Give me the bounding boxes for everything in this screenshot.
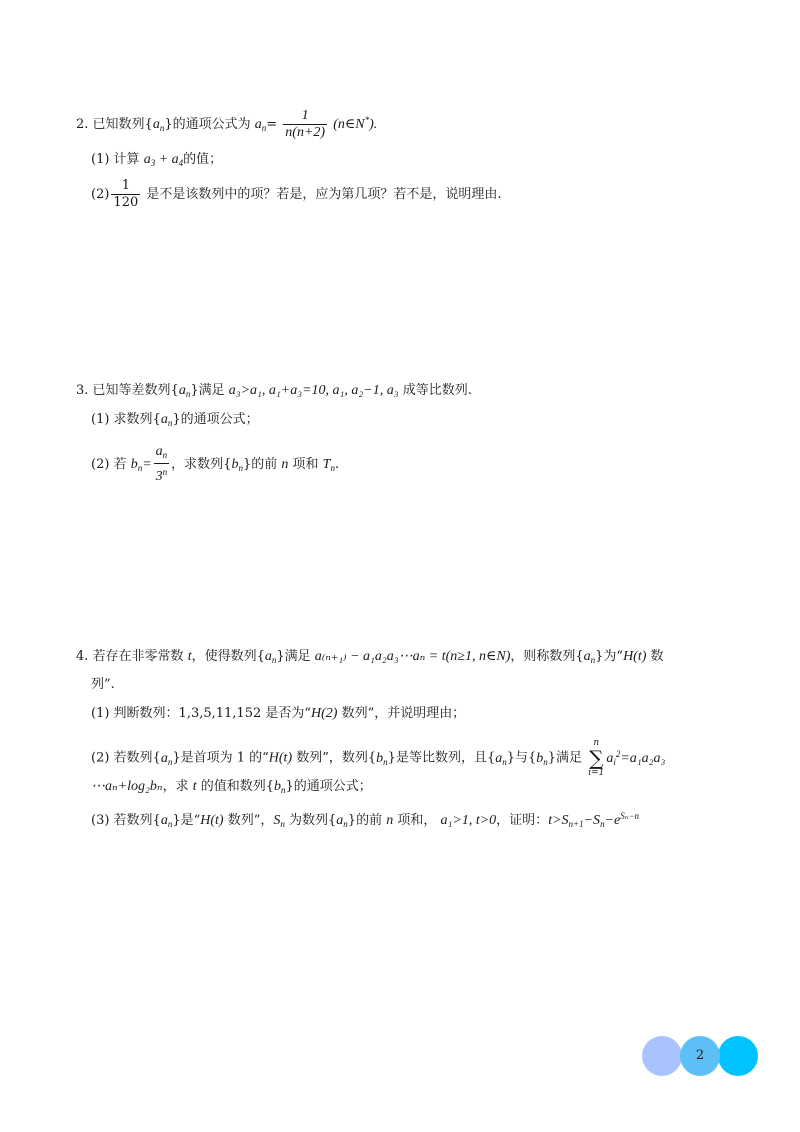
q2-formula-lhs: $a_n$ — [254, 117, 267, 133]
q2-condition: (n∈N*). — [333, 115, 378, 132]
q4-an: $a_n$ — [264, 649, 277, 665]
q2-formula-fraction: $\frac{1}{n(n+2)}$ — [285, 108, 326, 140]
q3-part2-n: n — [281, 457, 289, 472]
q2-part2-label: (2) — [91, 187, 110, 202]
q3-part2-Tn: $T_n$ — [322, 457, 335, 473]
q4-part3-text2: }是“ — [172, 813, 201, 828]
q2-stem-text: 2. 已知数列{ — [76, 117, 153, 132]
q4-part3-text5: }的前 — [347, 813, 383, 828]
q2-eq: = — [266, 117, 278, 132]
q4-part3-cond: a₁>1, t>0 — [440, 813, 497, 828]
q4-part3 — [91, 806, 639, 834]
q2-part1-tail: 的值； — [183, 152, 223, 167]
q3-stem — [76, 381, 472, 404]
q4-part2-t: t — [192, 779, 197, 794]
q3-part2-fraction: $\frac{a_n}{3^n}$ — [155, 444, 168, 484]
q3-stem-text2: }满足 — [190, 383, 225, 398]
q2-part2-text: 是不是该数列中的项？若是，应为第几项？若不是，说明理由. — [146, 187, 502, 202]
q4-part3-an: $a_n$ — [160, 813, 173, 829]
badge-circle-right — [718, 1036, 758, 1076]
q4-part2-l2-bn: $b_n$ — [274, 779, 286, 795]
q3-part2 — [91, 444, 339, 485]
q4-part2-text4: }是等比数列，且{ — [387, 750, 496, 766]
page-number: 2 — [695, 1048, 705, 1063]
q2-stem-text2: }的通项公式为 — [164, 117, 251, 132]
q3-stem-tail: 成等比数列. — [402, 383, 472, 398]
q4-stem — [76, 647, 664, 670]
q3-stem-text: 3. 已知等差数列{ — [76, 383, 179, 398]
badge-circle-left — [642, 1036, 682, 1076]
q4-part2-Ht: H(t) — [268, 750, 293, 766]
q4-part3-text6: 项和， — [397, 813, 437, 828]
q3-part2-text2: ，求数列{ — [171, 457, 232, 472]
q4-part2-sum: n ∑ i=1 — [588, 738, 605, 778]
q4-part2-expr: ⋯aₙ+log₂bₙ — [91, 779, 163, 794]
q4-stem-text2: ，使得数列{ — [191, 649, 265, 664]
q4-stem-text6: 数 — [650, 649, 664, 664]
q3-an: $a_n$ — [178, 383, 191, 399]
page-number-badge — [642, 1036, 758, 1076]
q4-stem-line2 — [91, 675, 115, 695]
q3-part1-tail: }的通项公式； — [172, 412, 259, 427]
q3-part2-text: (2) 若 — [91, 457, 127, 472]
q4-Ht: H(t) — [623, 649, 647, 664]
q4-part2-text2: }是首项为 1 的“ — [172, 750, 269, 766]
q4-part1-tail: 数列”，并说明理由； — [341, 706, 466, 721]
q4-stem-text3: }满足 — [276, 649, 311, 664]
q4-part2-l2-text2: 的值和数列{ — [200, 779, 275, 794]
q4-part2-an2: $a_n$ — [495, 750, 507, 767]
q4-part2-an: $a_n$ — [160, 750, 173, 767]
q4-part2-text6: }满足 — [547, 750, 583, 766]
q4-part2-line2 — [91, 777, 372, 800]
q4-stem-text5: }为“ — [595, 649, 624, 664]
q3-part2-text4: 项和 — [292, 457, 319, 472]
q4-stem-text4: ，则称数列{ — [510, 649, 584, 664]
q4-part3-n: n — [386, 813, 394, 828]
q4-part2-bn: $b_n$ — [376, 750, 388, 767]
q4-part2 — [91, 738, 665, 778]
q4-part1-H2: H(2) — [311, 706, 338, 721]
q4-part1-text: (1) 判断数列：1,3,5,11,152 是否为“ — [91, 706, 312, 721]
q4-t: t — [187, 649, 192, 664]
q3-part2-period: . — [334, 457, 340, 472]
q4-part3-text7: ，证明： — [496, 813, 549, 828]
q3-part2-bn: $b_n=$ — [130, 457, 152, 473]
q2-part2 — [91, 178, 502, 211]
q4-part2-l2-text: ，求 — [162, 779, 189, 794]
q4-part3-text: (3) 若数列{ — [91, 813, 161, 828]
q2-part2-fraction: $\frac{1}{120}$ — [113, 178, 139, 210]
q4-part2-rhs: $a_i^2=a_1a_2a_3$ — [606, 748, 666, 767]
q3-part1-text: (1) 求数列{ — [91, 412, 161, 427]
q4-part3-text3: 数列”， — [227, 813, 274, 828]
q2-stem — [76, 108, 377, 141]
q4-part3-Ht: H(t) — [200, 813, 224, 828]
q2-part1-expr: $a_3 + a_4$ — [143, 152, 184, 168]
q4-part2-text3: 数列”，数列{ — [296, 750, 377, 766]
q4-stem-text: 4. 若存在非零常数 — [76, 649, 184, 664]
q2-an: $a_n$ — [152, 117, 165, 133]
q4-part3-text4: 为数列{ — [289, 813, 337, 828]
q4-condition: a₍ₙ₊₁₎ − a₁a₂a₃⋯aₙ = t(n≥1, n∈N) — [314, 649, 511, 664]
q4-part2-text: (2) 若数列{ — [91, 750, 161, 766]
q3-part2-text3: }的前 — [242, 457, 278, 472]
q4-part2-text5: }与{ — [506, 750, 537, 766]
q2-part1-text: (1) 计算 — [91, 152, 140, 167]
q3-part2-bn2: $b_n$ — [231, 457, 243, 473]
q4-part3-Sn: $S_n$ — [273, 813, 285, 829]
q4-stem-line2-text: 列”. — [91, 677, 115, 692]
q4-part2-bn2: $b_n$ — [536, 750, 548, 767]
q4-part2-l2-tail: }的通项公式； — [285, 779, 372, 794]
q2-part1 — [91, 150, 222, 173]
q4-part3-inequality: $t>S_{n+1}-S_n-e^{S_n-n}$ — [548, 811, 639, 829]
q4-part3-an2: $a_n$ — [336, 813, 348, 829]
q3-part1 — [91, 410, 259, 433]
q3-condition: a₃>a₁, a₁+a₃=10, a₁, a₂−1, a₃ — [228, 383, 399, 398]
q4-an2: $a_n$ — [583, 649, 596, 665]
q4-part1 — [91, 704, 465, 724]
q3-part1-an: $a_n$ — [160, 412, 173, 428]
